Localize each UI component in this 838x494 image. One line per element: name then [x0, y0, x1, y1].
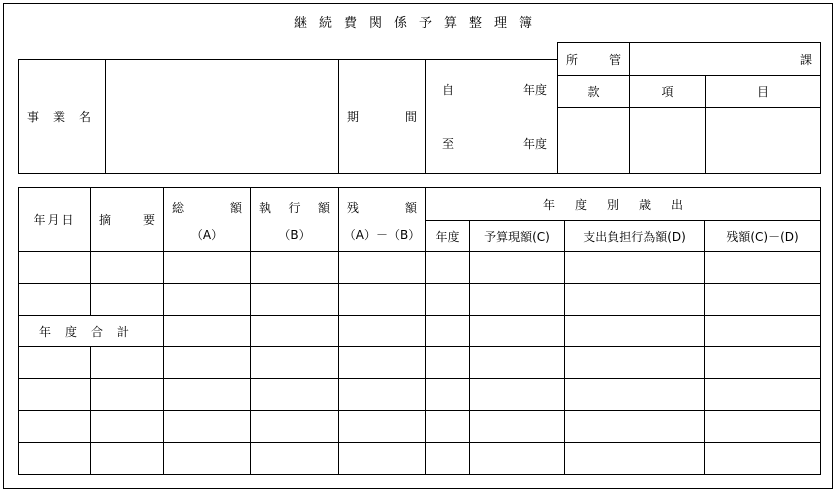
table-row — [19, 379, 821, 411]
period-to: 至 年度 — [442, 137, 547, 151]
sub-yosan: 予算現額(C) — [470, 221, 565, 252]
ka-cell: 課 — [630, 43, 821, 76]
total-row — [19, 316, 821, 347]
table-row — [19, 252, 821, 284]
ko-value — [630, 108, 706, 174]
table-row — [19, 284, 821, 316]
jigyo-value — [106, 60, 339, 174]
sub-nendo: 年度 — [426, 221, 470, 252]
sub-zangaku: 残額(C)－(D) — [705, 221, 821, 252]
sub-shishutsu: 支出負担行為額(D) — [565, 221, 705, 252]
period-cell — [426, 60, 558, 174]
ko-label: 項 — [630, 76, 706, 108]
col-nendobetsu: 年度別歳出 — [426, 188, 821, 221]
table-row — [19, 443, 821, 475]
table-row — [19, 347, 821, 379]
top-spacer — [19, 43, 558, 60]
col-zan: 残 額 （A）－（B） — [339, 188, 426, 252]
header-info-table — [18, 42, 821, 174]
moku-label: 目 — [706, 76, 821, 108]
table-row — [19, 411, 821, 443]
total-label: 年度合計 — [19, 316, 164, 347]
kan-label: 款 — [558, 76, 630, 108]
col-shikko: 執 行 額 （B） — [251, 188, 339, 252]
col-sougaku: 総 額 （A） — [164, 188, 251, 252]
shokan-cell: 所 管 — [558, 43, 630, 76]
form-title: 継続費関係予算整理簿 — [293, 16, 544, 31]
kan-value — [558, 108, 630, 174]
period-from: 自 年度 — [442, 83, 547, 97]
jigyo-label: 事業名 — [19, 60, 106, 174]
ledger-table — [18, 187, 821, 475]
moku-value — [706, 108, 821, 174]
col-date: 年月日 — [19, 188, 91, 252]
col-tekiyo: 摘 要 — [91, 188, 164, 252]
kikan-label: 期 間 — [339, 60, 426, 174]
